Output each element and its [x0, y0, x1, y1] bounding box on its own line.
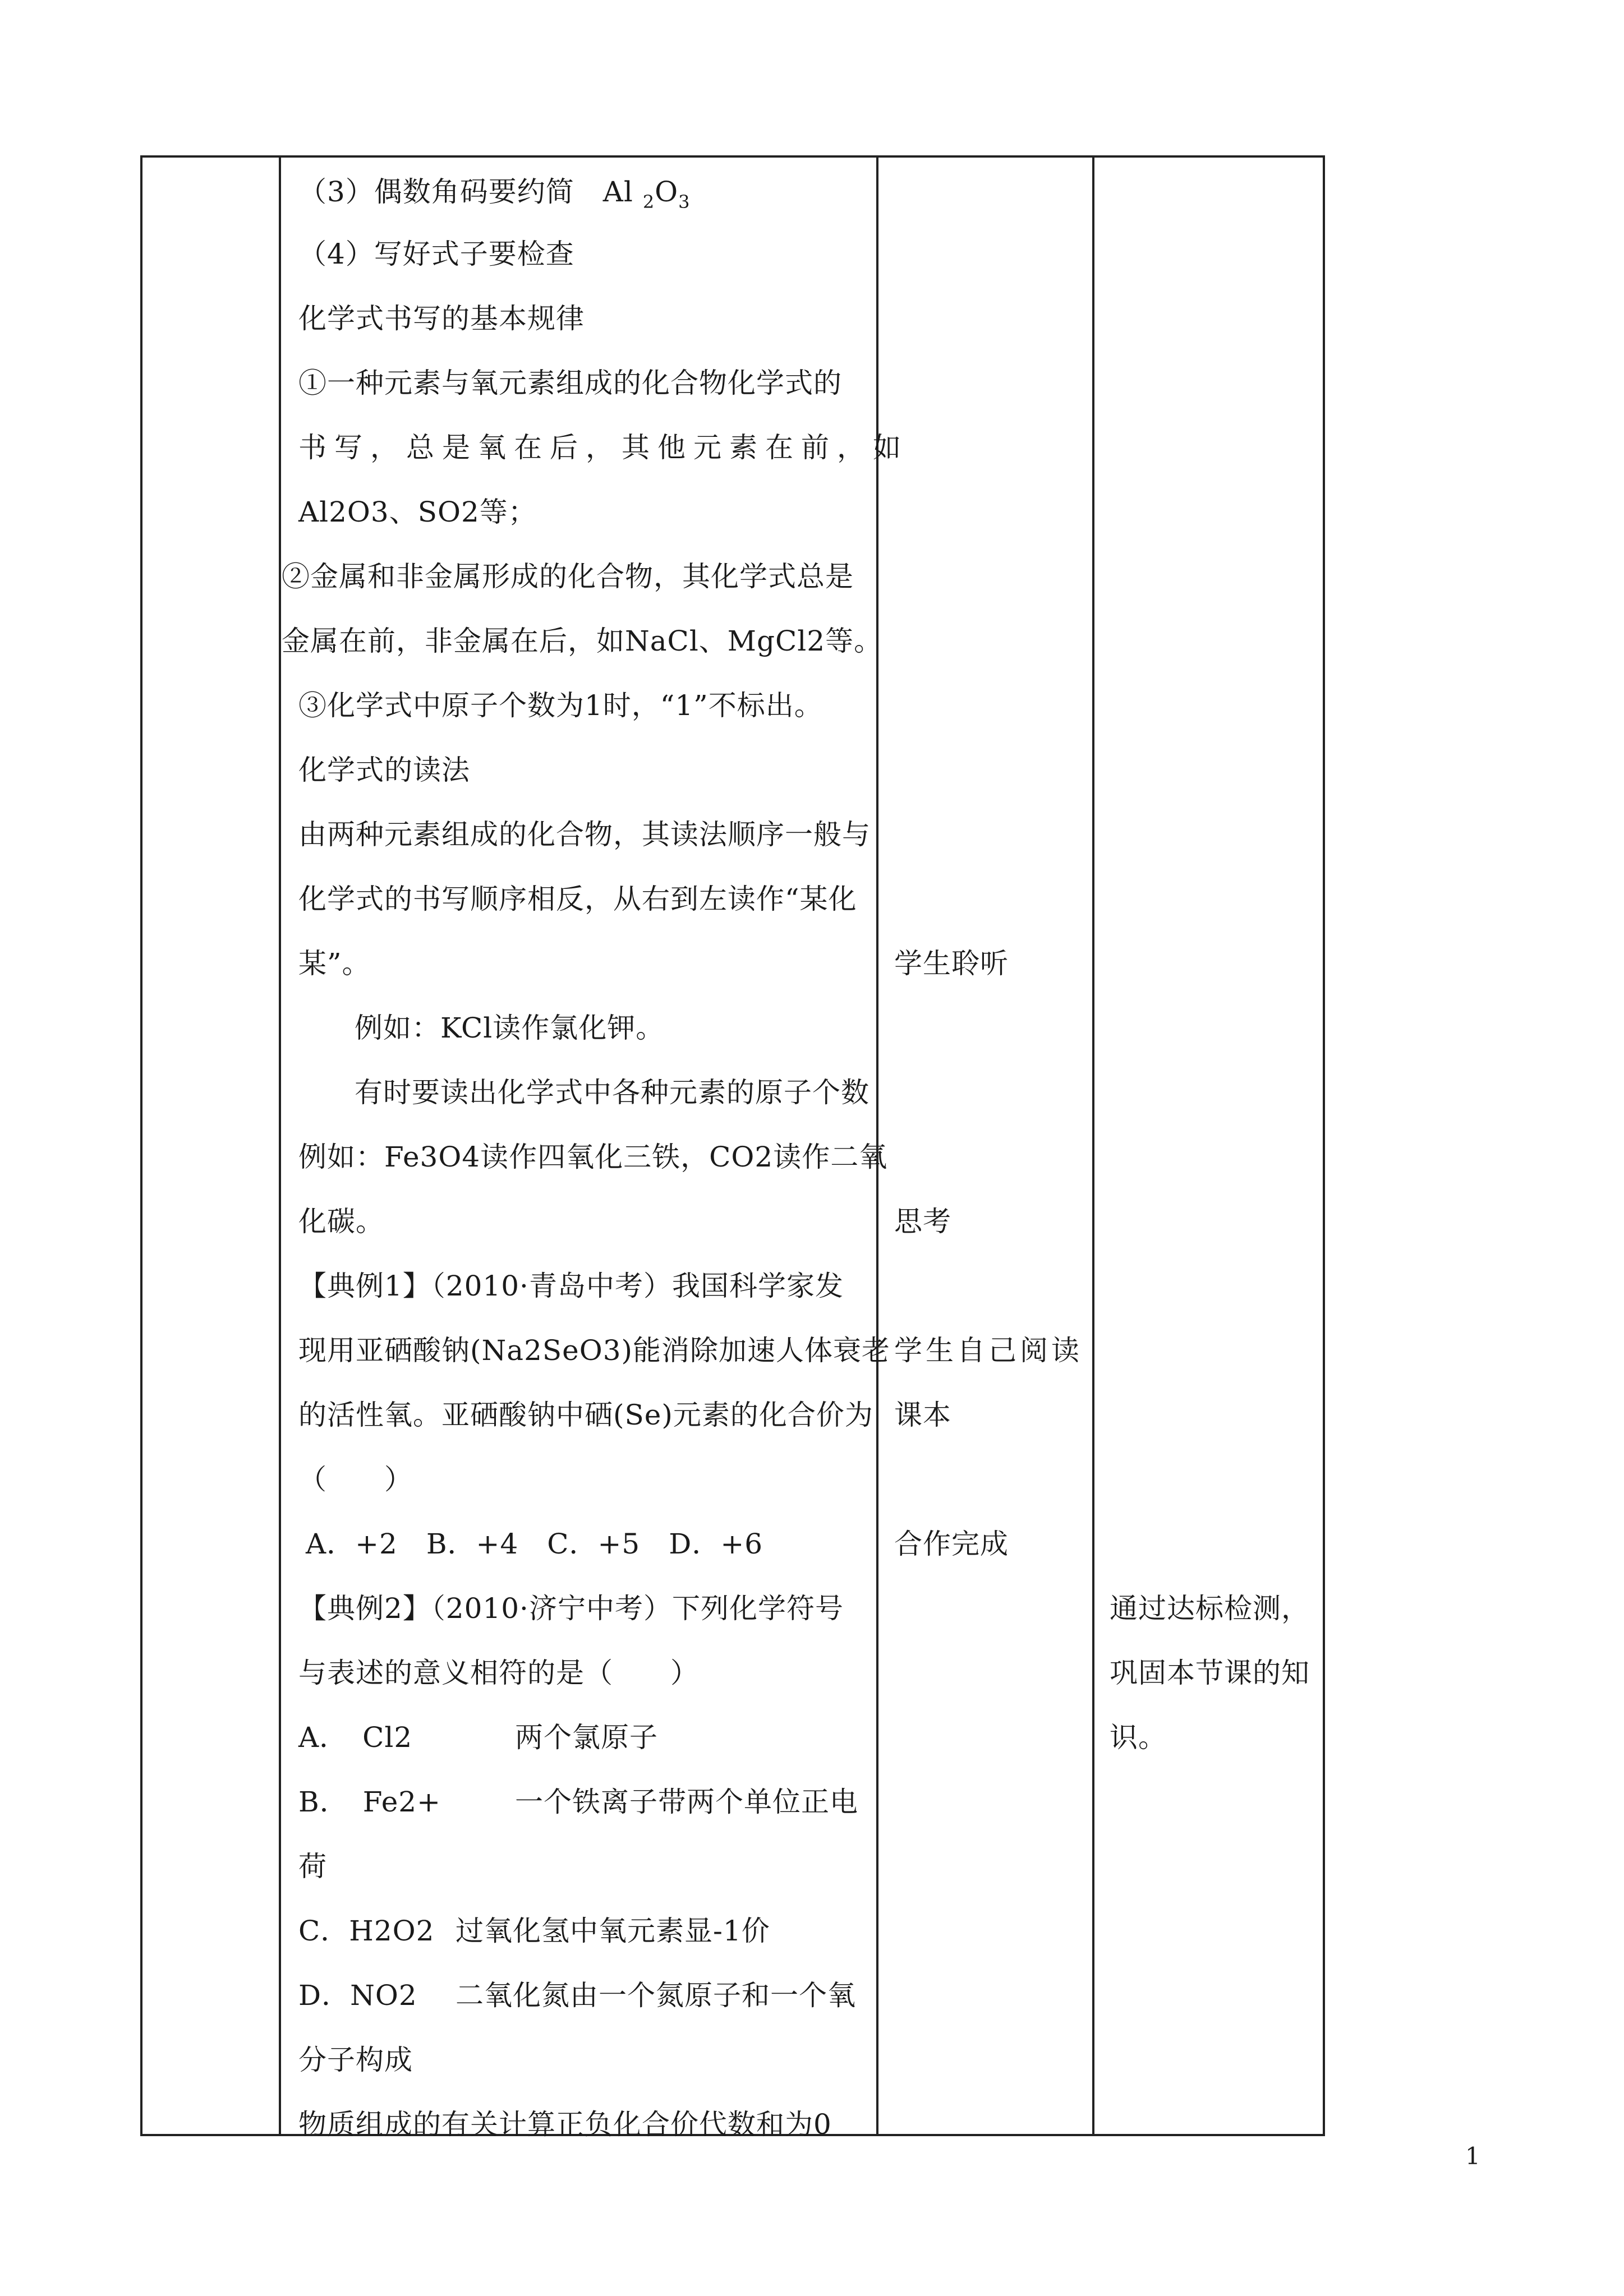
intent-text: 识。	[1110, 1721, 1167, 1754]
table-col-border-1	[140, 155, 142, 2135]
option-label: A． Cl2	[298, 1721, 413, 1754]
option-text: 二氧化氮由一个氮原子和一个氧	[456, 1979, 856, 2012]
activity-text: 合作完成	[894, 1528, 1009, 1560]
table-col-border-5	[1323, 155, 1325, 2135]
text-line: 分子构成	[298, 2044, 413, 2076]
table-top-border	[140, 155, 1325, 158]
text-line: 金属在前，非金属在后，如NaCl、MgCl2等。	[282, 625, 883, 657]
text-line: 书写，总是氧在后，其他元素在前，如	[298, 431, 909, 464]
text-line: ③化学式中原子个数为1时，“1”不标出。	[298, 689, 823, 722]
answer-options: A．+2 B．+4 C．+5 D．+6	[306, 1528, 763, 1560]
text-line: ①一种元素与氧元素组成的化合物化学式的	[298, 367, 842, 399]
text-line: 的活性氧。亚硒酸钠中硒(Se)元素的化合价为	[298, 1399, 873, 1431]
activity-text: 学生聆听	[894, 947, 1009, 980]
intent-text: 通过达标检测，	[1110, 1592, 1310, 1625]
text-line: Al2O3、SO2等；	[298, 496, 537, 528]
text-line: 某”。	[298, 947, 371, 980]
text-line: （4）写好式子要检查	[298, 238, 574, 270]
example-heading: 【典例2】（2010·济宁中考）下列化学符号	[298, 1592, 844, 1625]
text-line: 化学式的书写顺序相反，从右到左读作“某化	[298, 883, 857, 915]
text-line: 与表述的意义相符的是（ ）	[298, 1657, 699, 1689]
text-line: 有时要读出化学式中各种元素的原子个数	[355, 1076, 869, 1109]
text-line: ②金属和非金属形成的化合物，其化学式总是	[282, 560, 854, 593]
text-line: 例如：KCl读作氯化钾。	[355, 1012, 665, 1044]
page-number: 1	[1465, 2142, 1480, 2170]
option-text: 一个铁离子带两个单位正电	[515, 1786, 858, 1818]
activity-text: 课本	[894, 1399, 951, 1431]
intent-text: 巩固本节课的知	[1110, 1657, 1310, 1689]
text-line: （ ）	[298, 1463, 413, 1496]
text-line: （3）偶数角码要约简 Al $_2O_3$	[298, 176, 691, 213]
table-col-border-4	[1092, 155, 1094, 2135]
text-line: 例如：Fe3O4读作四氧化三铁，CO2读作二氧	[298, 1141, 888, 1173]
section-heading: 化学式书写的基本规律	[298, 302, 585, 335]
text-line: 由两种元素组成的化合物，其读法顺序一般与	[298, 818, 871, 851]
text-line: 现用亚硒酸钠(Na2SeO3)能消除加速人体衰老	[298, 1334, 891, 1367]
text-line: 化碳。	[298, 1205, 384, 1238]
option-label: C．H2O2	[298, 1915, 435, 1947]
table-col-border-2	[279, 155, 281, 2135]
option-text: 两个氯原子	[515, 1721, 658, 1754]
activity-text: 学生自己阅读	[894, 1334, 1083, 1367]
option-text: 过氧化氢中氧元素显-1价	[456, 1915, 770, 1947]
section-heading: 化学式的读法	[298, 754, 470, 786]
text-line: 物质组成的有关计算正负化合价代数和为0	[298, 2108, 832, 2141]
example-heading: 【典例1】（2010·青岛中考）我国科学家发	[298, 1270, 844, 1302]
option-label: B． Fe2+	[298, 1786, 441, 1818]
activity-text: 思考	[894, 1205, 951, 1238]
option-label: D．NO2	[298, 1979, 417, 2012]
text-line: 荷	[298, 1850, 327, 1883]
